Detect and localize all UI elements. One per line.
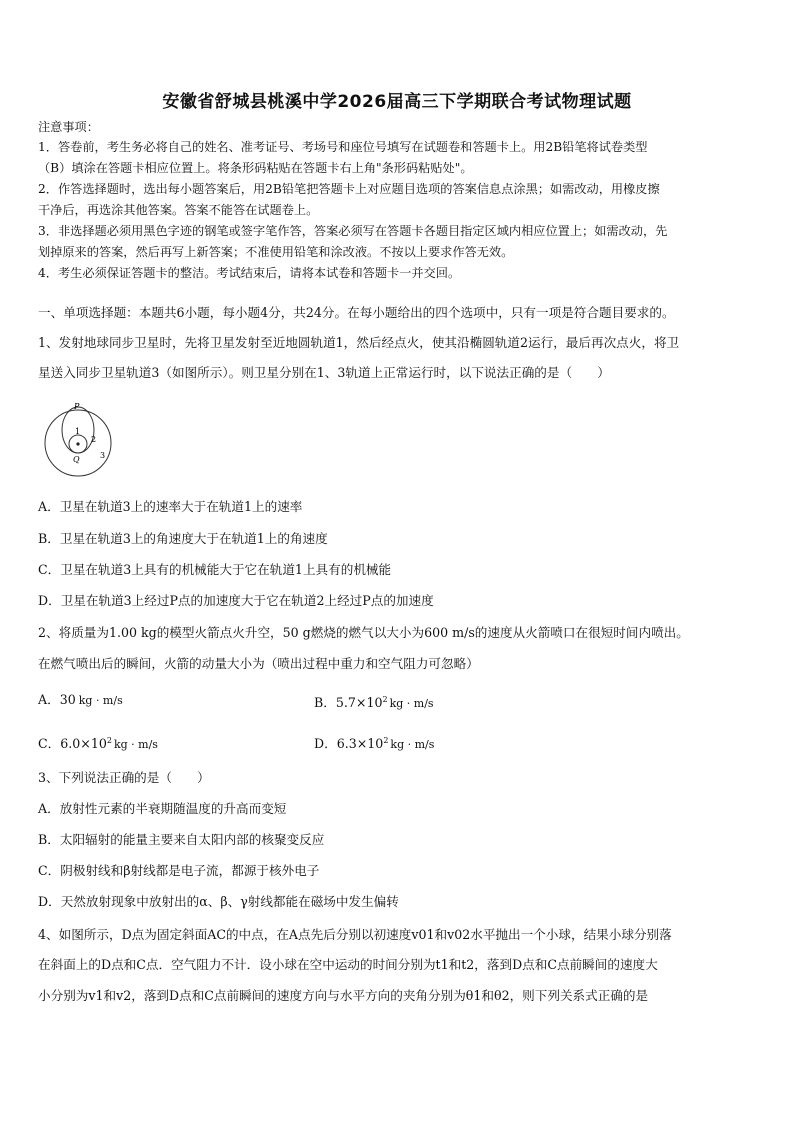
label-orbit-2: 2: [91, 435, 97, 444]
q2-stem-line: 在燃气喷出后的瞬间，火箭的动量大小为（喷出过程中重力和空气阻力可忽略）: [38, 656, 479, 671]
notes-line: 4．考生必须保证答题卡的整洁。考试结束后，请将本试卷和答题卡一并交回。: [38, 266, 461, 280]
option-exponent: 2: [382, 695, 388, 704]
section-heading: 一、单项选择题：本题共6小题，每小题4分，共24分。在每小题给出的四个选项中，只有一项是符合题目要求的。: [38, 305, 675, 320]
option-exponent: 2: [106, 736, 112, 745]
q1-option-c: C．卫星在轨道3上具有的机械能大于它在轨道1上具有的机械能: [38, 562, 392, 577]
q2-option-d: [314, 732, 434, 754]
notes-line: （B）填涂在答题卡相应位置上。将条形码粘贴在答题卡右上角"条形码粘贴处"。: [38, 161, 473, 175]
q3-option-b: B．太阳辐射的能量主要来自太阳内部的核聚变反应: [38, 832, 325, 847]
q3-option-c: C．阴极射线和β射线都是电子流，都源于核外电子: [38, 863, 320, 878]
option-exponent: 2: [383, 736, 389, 745]
option-unit: kg · m/s: [113, 738, 158, 752]
q4-stem-line: 小分别为v1和v2，落到D点和C点前瞬间的速度方向与水平方向的夹角分别为θ1和θ2，则下列关系式正确的是: [38, 988, 649, 1003]
q2-option-c: [38, 732, 158, 754]
exam-title: 安徽省舒城县桃溪中学2026届高三下学期联合考试物理试题: [162, 92, 632, 112]
q2-option-a: [38, 691, 123, 710]
orbit-diagram: [42, 398, 114, 480]
notes-line: 3．非选择题必须用黑色字迹的钢笔或签字笔作答，答案必须写在答题卡各题目指定区域内相应位置上；如需改动，先: [38, 224, 668, 238]
q2-option-b: [314, 691, 434, 713]
q1-option-d: D．卫星在轨道3上经过P点的加速度大于它在轨道2上经过P点的加速度: [38, 593, 434, 608]
option-value: 6.0×10: [60, 736, 107, 752]
q3-option-d: D．天然放射现象中放射出的α、β、γ射线都能在磁场中发生偏转: [38, 894, 399, 909]
q4-stem-line: 在斜面上的D点和C点．空气阻力不计．设小球在空中运动的时间分别为t1和t2，落到D点和C点前瞬间的速度大: [38, 957, 658, 972]
notes-line: 干净后，再选涂其他答案。答案不能答在试题卷上。: [38, 203, 319, 217]
option-label: B．: [314, 695, 336, 711]
q1-stem-line: 1、发射地球同步卫星时，先将卫星发射至近地圆轨道1，然后经点火，使其沿椭圆轨道2运行，最后再次点火，将卫: [38, 335, 680, 350]
notes-line: 划掉原来的答案，然后再写上新答案；不准使用铅笔和涂改液。不按以上要求作答无效。: [38, 245, 514, 259]
notes-line: 2．作答选择题时，选出每小题答案后，用2B铅笔把答题卡上对应题目选项的答案信息点涂黑；如需改动，用橡皮擦: [38, 182, 660, 196]
option-unit: kg · m/s: [389, 697, 434, 711]
option-label: A．: [38, 692, 60, 707]
q2-stem-line: 2、将质量为1.00 kg的模型火箭点火升空，50 g燃烧的燃气以大小为600 m/s的速度从火箭喷口在很短时间内喷出。: [38, 625, 689, 640]
q1-option-b: B．卫星在轨道3上的角速度大于在轨道1上的角速度: [38, 531, 328, 546]
q1-option-a: A．卫星在轨道3上的速率大于在轨道1上的速率: [38, 499, 303, 514]
option-value: 6.3×10: [336, 736, 384, 752]
option-value: 5.7×10: [335, 695, 383, 711]
option-value: 30: [59, 692, 76, 707]
q3-stem: 3、下列说法正确的是（ ）: [38, 770, 210, 785]
option-unit: kg · m/s: [390, 738, 435, 752]
label-q: Q: [73, 455, 80, 464]
label-orbit-1: 1: [75, 427, 81, 436]
option-label: D．: [314, 736, 337, 752]
label-p: P: [74, 402, 80, 411]
label-orbit-3: 3: [100, 451, 106, 460]
option-unit: kg · m/s: [78, 694, 123, 707]
option-label: C．: [38, 736, 61, 752]
notes-heading: 注意事项：: [38, 120, 99, 134]
q3-option-a: A．放射性元素的半衰期随温度的升高而变短: [38, 801, 287, 816]
notes-line: 1．答卷前，考生务必将自己的姓名、准考证号、考场号和座位号填写在试题卷和答题卡上。用2B铅笔将试卷类型: [38, 140, 648, 154]
q1-stem-line: 星送入同步卫星轨道3（如图所示）。则卫星分别在1、3轨道上正常运行时，以下说法正确的是（ ）: [38, 365, 610, 380]
q4-stem-line: 4、如图所示，D点为固定斜面AC的中点，在A点先后分别以初速度v01和v02水平抛出一个小球，结果小球分别落: [38, 927, 672, 942]
